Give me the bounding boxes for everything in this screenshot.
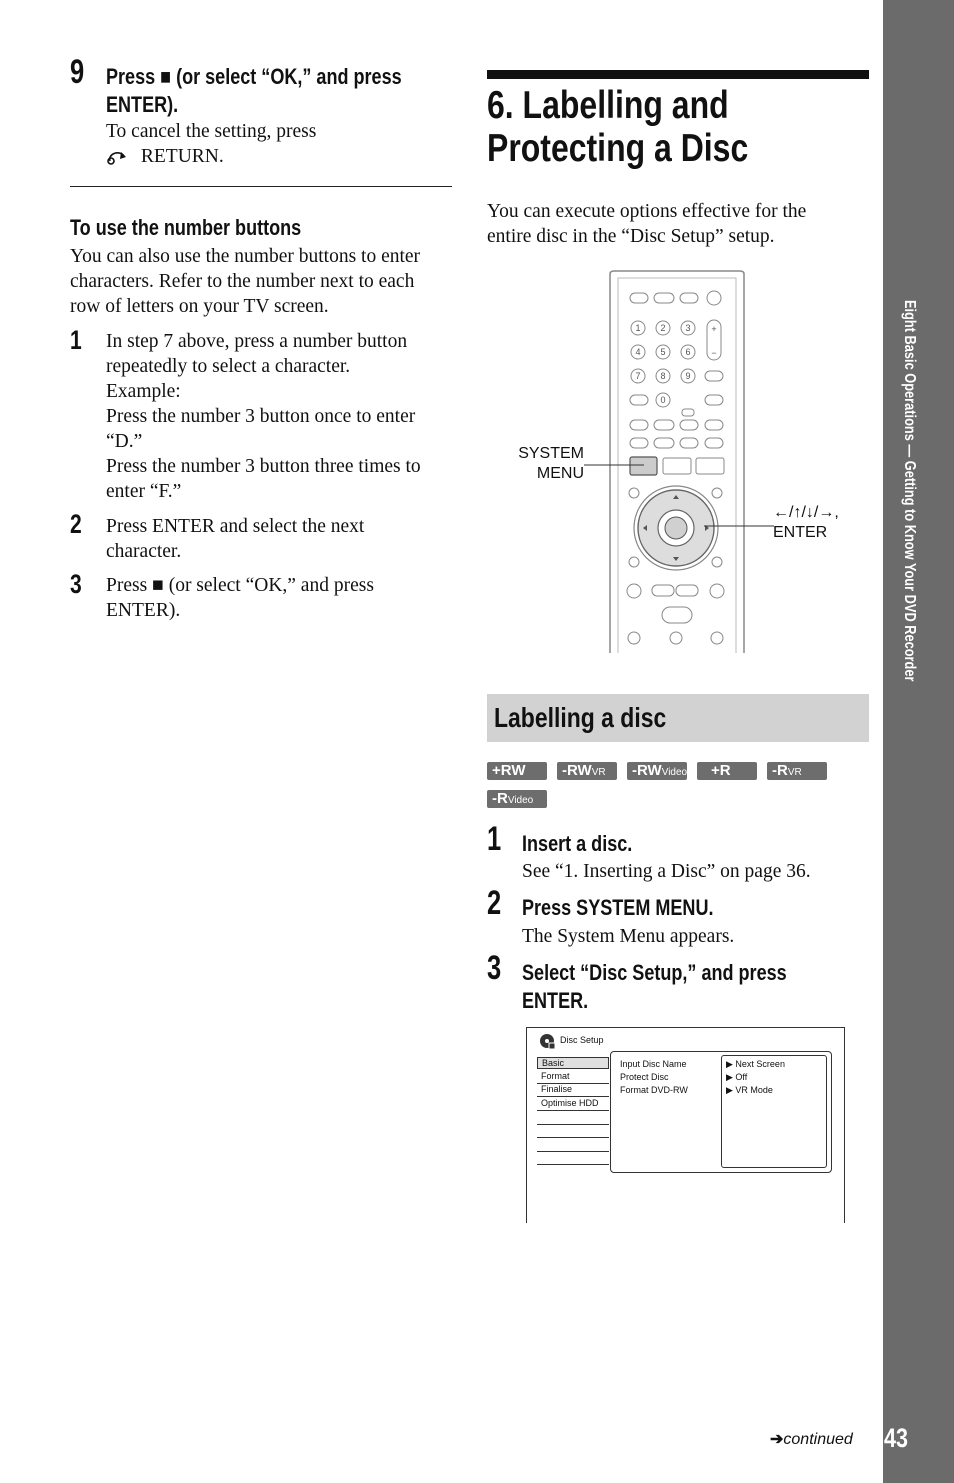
badge-plus-rw: +RW [487, 762, 547, 780]
disc-setup-title: Disc Setup [560, 1035, 604, 1045]
svg-text:2: 2 [660, 323, 666, 333]
svg-text:1: 1 [635, 323, 641, 333]
section-intro: You can execute options effective for the entire disc in the “Disc Setup” setup. [487, 201, 807, 247]
nb-step-2-number: 2 [70, 509, 82, 539]
step-3-heading: Select “Disc Setup,” and press ENTER. [522, 960, 787, 1013]
options-panel [610, 1051, 832, 1173]
step-1-number: 1 [487, 820, 502, 858]
number-buttons-heading: To use the number buttons [70, 215, 302, 240]
option-input-disc-name[interactable]: Input Disc Name [620, 1059, 687, 1069]
step-9-number: 9 [70, 53, 85, 91]
svg-text:+: + [711, 324, 717, 334]
nb-step-3-body: Press ■ (or select “OK,” and press ENTER). [106, 575, 374, 621]
svg-text:6: 6 [685, 347, 691, 357]
menu-item-optimise-hdd[interactable]: Optimise HDD [537, 1098, 609, 1111]
nb-step-1-number: 1 [70, 325, 82, 355]
side-tab [883, 0, 954, 1483]
chapter-side-label: Eight Basic Operations — Getting to Know Your DVD Recorder [901, 300, 918, 682]
menu-empty-line [537, 1137, 609, 1138]
value-off[interactable]: ▶ Off [726, 1072, 748, 1082]
step-2-heading: Press SYSTEM MENU. [522, 895, 714, 920]
arrow-right-icon: ➔ [770, 1431, 784, 1448]
return-icon [106, 147, 136, 165]
svg-text:4: 4 [635, 347, 641, 357]
title-rule [487, 70, 869, 79]
svg-text:8: 8 [660, 371, 666, 381]
step-1-heading: Insert a disc. [522, 831, 633, 856]
svg-text:7: 7 [635, 371, 641, 381]
option-protect-disc[interactable]: Protect Disc [620, 1072, 669, 1082]
nb-step-1-body: In step 7 above, press a number button repeatedly to select a character. Example: Press the number 3 button once to enter “D.” Press the number 3 button three times to enter “F.” [106, 331, 421, 502]
nb-step-2-body: Press ENTER and select the next character. [106, 516, 365, 562]
svg-text:−: − [711, 348, 717, 358]
svg-text:5: 5 [660, 347, 666, 357]
menu-item-finalise[interactable]: Finalise [537, 1084, 609, 1097]
badge-minus-rw-video: -RWVideo [627, 762, 687, 780]
menu-item-format[interactable]: Format [537, 1071, 609, 1084]
step-3-number: 3 [487, 949, 502, 987]
value-next-screen[interactable]: ▶ Next Screen [726, 1059, 785, 1069]
badge-plus-r: +R [697, 762, 757, 780]
step-9-body: To cancel the setting, press RETURN. [106, 121, 317, 167]
remote-control-illustration [584, 268, 774, 656]
badge-minus-r-vr: -RVR [767, 762, 827, 780]
svg-text:9: 9 [685, 371, 691, 381]
number-buttons-intro: You can also use the number buttons to enter characters. Refer to the number next to each row of letters on your TV screen. [70, 246, 421, 317]
step-1-body: See “1. Inserting a Disc” on page 36. [522, 861, 811, 882]
option-format-dvd-rw[interactable]: Format DVD-RW [620, 1085, 688, 1095]
svg-text:0: 0 [660, 395, 666, 405]
badge-minus-r-video: -RVideo [487, 790, 547, 808]
arrows-enter-label: ←/↑/↓/→, ENTER [773, 504, 839, 541]
system-menu-label: SYSTEM MENU [518, 445, 584, 482]
step-9-heading: Press ■ (or select “OK,” and press ENTER). [106, 64, 402, 117]
divider [70, 186, 452, 187]
step-2-number: 2 [487, 884, 502, 922]
values-panel [721, 1055, 827, 1168]
badge-minus-rw-vr: -RWVR [557, 762, 617, 780]
continued-note: ➔continued [770, 1431, 853, 1448]
menu-item-basic[interactable]: Basic [537, 1057, 609, 1069]
section-title: Labelling a disc [494, 702, 667, 733]
page-number: 43 [884, 1423, 909, 1453]
page-title: 6. Labelling and Protecting a Disc [487, 84, 749, 170]
disc-setup-icon [539, 1033, 555, 1049]
svg-text:3: 3 [685, 323, 691, 333]
step-2-body: The System Menu appears. [522, 926, 735, 947]
nb-step-3-number: 3 [70, 569, 82, 599]
menu-empty-line [537, 1124, 609, 1125]
menu-empty-line [537, 1151, 609, 1152]
value-vr-mode[interactable]: ▶ VR Mode [726, 1085, 773, 1095]
disc-setup-screen [526, 1027, 845, 1223]
menu-empty-line [537, 1164, 609, 1165]
